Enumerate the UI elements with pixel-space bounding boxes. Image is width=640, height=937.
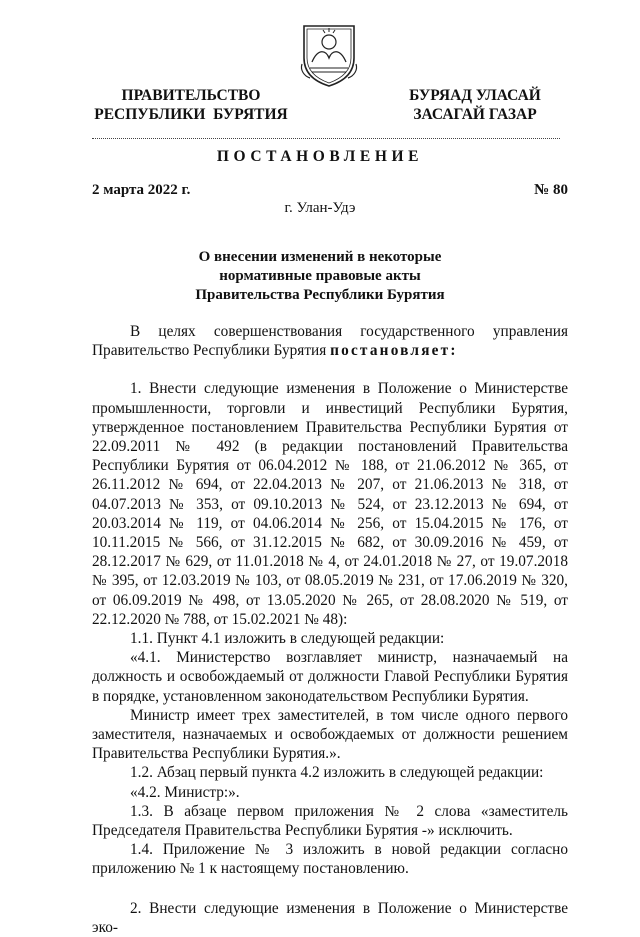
paragraph-1-2-quote: «4.2. Министр:». (130, 783, 240, 801)
paragraph-1-1-quote-2: Министр имеет трех заместителей, в том числе одного первого заместителя, назначаемых и освобождаемых от должности решением Правительства Республики Бурятия.». (92, 706, 568, 763)
paragraph-1: 1. Внести следующие изменения в Положение о Министерстве промышленности, торговли и инвестиций Республики Бурятия, утвержденное постановлением Правительства Республики Бурятия от 22.09.2011 № 492 (в редакции постановлений Правительства Республики Бурятия от 06.04.2012 № 188, от 21.06.2012 № 365, от 26.11.2012 № 694, от 22.04.2013 № 207, от 21.06.2013 № 318, от 04.07.2013 № 353, от 09.10.2013 № 524, от 23.12.2013 № 694, от 20.03.2014 № 119, от 04.06.2014 № 256, от 15.04.2015 № 176, от 10.11.2015 № 566, от 31.12.2015 № 682, от 30.09.2016 № 459, от 28.12.2017 № 629, от 11.01.2018 № 4, от 24.01.2018 № 27, от 19.07.2018 № 395, от 12.03.2019 № 103, от 08.05.2019 № 231, от 17.06.2019 № 320, от 06.09.2019 № 498, от 13.05.2020 № 265, от 28.08.2020 № 519, от 22.12.2020 № 788, от 15.02.2021 № 48): (92, 380, 568, 628)
paragraph-1-1: 1.1. Пункт 4.1 изложить в следующей редакции: (130, 630, 445, 648)
issuer-bua-line2: ЗАСАГАЙ ГАЗАР (413, 106, 537, 123)
intro-text: В целях совершенствования государственного управления Правительство Республики Бурятия (92, 323, 568, 360)
paragraph-1-2: 1.2. Абзац первый пункта 4.2 изложить в следующей редакции: (130, 764, 544, 782)
document-type-title: ПОСТАНОВЛЕНИЕ (216, 148, 424, 165)
document-number: № 80 (534, 182, 568, 198)
subject-line-2: нормативные правовые акты (219, 268, 421, 284)
document-date: 2 марта 2022 г. (92, 182, 191, 198)
coat-of-arms-icon (298, 18, 360, 88)
paragraph-2: 2. Внести следующие изменения в Положение о Министерстве эко- (92, 899, 568, 936)
issuer-bua (395, 86, 555, 124)
paragraph-1-3: 1.3. В абзаце первом приложения № 2 слова «заместитель Председателя Правительства Республики Бурятия -» исключить. (92, 802, 568, 840)
issuer-bua-line1: БУРЯАД УЛАСАЙ (409, 87, 541, 104)
subject-line-1: О внесении изменений в некоторые (198, 249, 442, 265)
issuer-ru (86, 86, 296, 124)
document-subject (0, 248, 640, 305)
issuer-ru-line2: РЕСПУБЛИКИ БУРЯТИЯ (94, 106, 288, 123)
paragraph-1-1-quote-1: «4.1. Министерство возглавляет министр, назначаемый на должность и освобождаемый от должности Главой Республики Бурятия в порядке, установленном законодательством Республики Бурятия. (92, 649, 568, 705)
document-body (92, 322, 568, 937)
intro-paragraph (92, 322, 568, 360)
intro-emphasis: постановляет: (330, 342, 458, 360)
subject-line-3: Правительства Республики Бурятия (195, 287, 445, 303)
issuer-ru-line1: ПРАВИТЕЛЬСТВО (121, 87, 261, 104)
header-divider (92, 138, 560, 139)
paragraph-1-4: 1.4. Приложение № 3 изложить в новой редакции согласно приложению № 1 к настоящему постановлению. (92, 841, 568, 878)
document-city: г. Улан-Удэ (284, 200, 356, 216)
